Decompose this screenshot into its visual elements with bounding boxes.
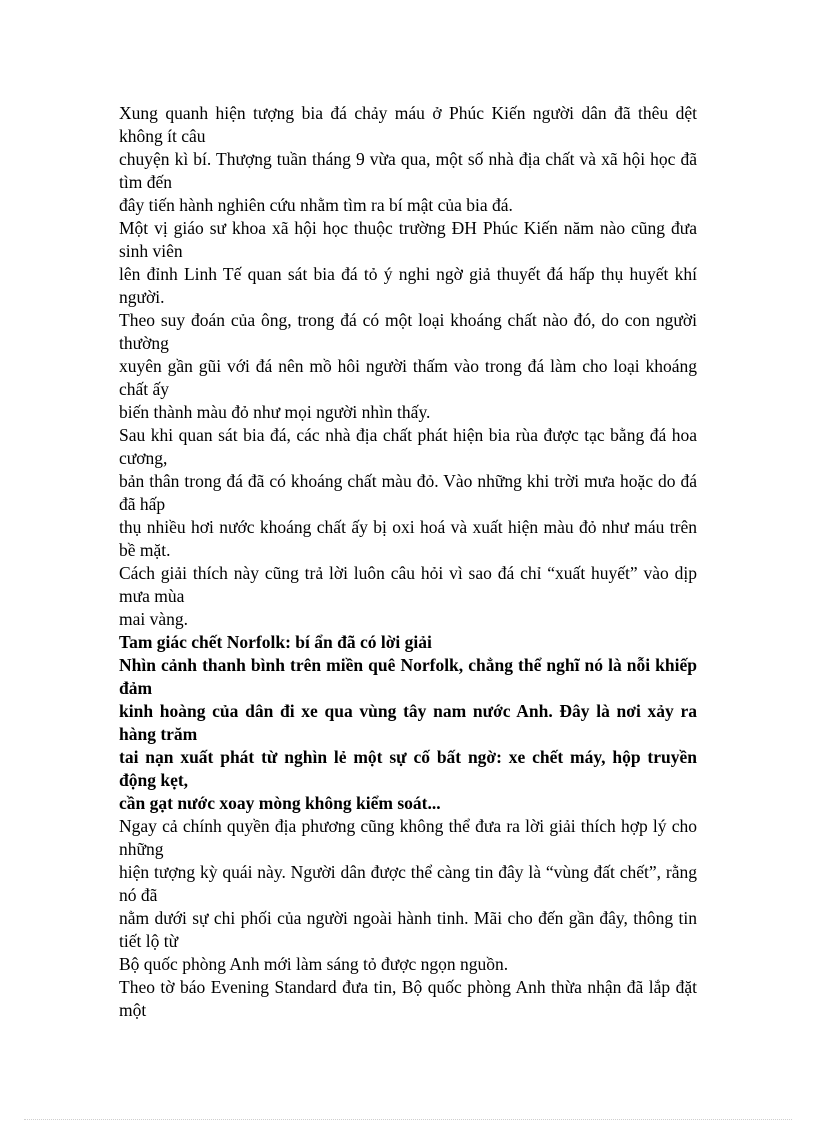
text-line: đây tiến hành nghiên cứu nhằm tìm ra bí mật của bia đá. xyxy=(119,195,513,215)
text-line: mai vàng. xyxy=(119,609,189,629)
text-line: lên đỉnh Linh Tế quan sát bia đá tỏ ý nghi ngờ giả thuyết đá hấp thụ huyết khí người. xyxy=(119,264,697,307)
document-body xyxy=(119,102,697,1022)
text-line: xuyên gần gũi với đá nên mồ hôi người thấm vào trong đá làm cho loại khoáng chất ấy xyxy=(119,356,697,399)
text-line: Bộ quốc phòng Anh mới làm sáng tỏ được ngọn nguồn. xyxy=(119,954,509,974)
text-line: Theo suy đoán của ông, trong đá có một loại khoáng chất nào đó, do con người thường xyxy=(119,310,697,353)
text-line: Xung quanh hiện tượng bia đá chảy máu ở Phúc Kiến người dân đã thêu dệt không ít câu xyxy=(119,103,697,146)
page-bottom-divider xyxy=(24,1119,792,1120)
text-line: Sau khi quan sát bia đá, các nhà địa chất phát hiện bia rùa được tạc bằng đá hoa cương, xyxy=(119,425,697,468)
section-heading: Tam giác chết Norfolk: bí ẩn đã có lời giải xyxy=(119,632,432,652)
bold-text-line: kinh hoàng của dân đi xe qua vùng tây nam nước Anh. Đây là nơi xảy ra hàng trăm xyxy=(119,701,697,744)
bold-text-line: cần gạt nước xoay mòng không kiểm soát... xyxy=(119,793,441,813)
text-line: thụ nhiều hơi nước khoáng chất ấy bị oxi hoá và xuất hiện màu đỏ như máu trên bề mặt. xyxy=(119,517,697,560)
text-line: bản thân trong đá đã có khoáng chất màu đỏ. Vào những khi trời mưa hoặc do đá đã hấp xyxy=(119,471,697,514)
text-line: Ngay cả chính quyền địa phương cũng không thể đưa ra lời giải thích hợp lý cho những xyxy=(119,816,697,859)
text-line: nằm dưới sự chi phối của người ngoài hành tinh. Mãi cho đến gần đây, thông tin tiết lộ từ xyxy=(119,908,697,951)
text-line: hiện tượng kỳ quái này. Người dân được thể càng tin đây là “vùng đất chết”, rằng nó đã xyxy=(119,862,697,905)
text-line: biến thành màu đỏ như mọi người nhìn thấy. xyxy=(119,402,431,422)
text-line: Theo tờ báo Evening Standard đưa tin, Bộ quốc phòng Anh thừa nhận đã lắp đặt một xyxy=(119,977,697,1020)
text-line: Một vị giáo sư khoa xã hội học thuộc trường ĐH Phúc Kiến năm nào cũng đưa sinh viên xyxy=(119,218,697,261)
bold-text-line: tai nạn xuất phát từ nghìn lẻ một sự cố bất ngờ: xe chết máy, hộp truyền động kẹt, xyxy=(119,747,697,790)
text-line: chuyện kì bí. Thượng tuần tháng 9 vừa qua, một số nhà địa chất và xã hội học đã tìm đến xyxy=(119,149,697,192)
text-line: Cách giải thích này cũng trả lời luôn câu hỏi vì sao đá chỉ “xuất huyết” vào dịp mưa mùa xyxy=(119,563,697,606)
bold-text-line: Nhìn cảnh thanh bình trên miền quê Norfolk, chẳng thể nghĩ nó là nỗi khiếp đảm xyxy=(119,655,697,698)
